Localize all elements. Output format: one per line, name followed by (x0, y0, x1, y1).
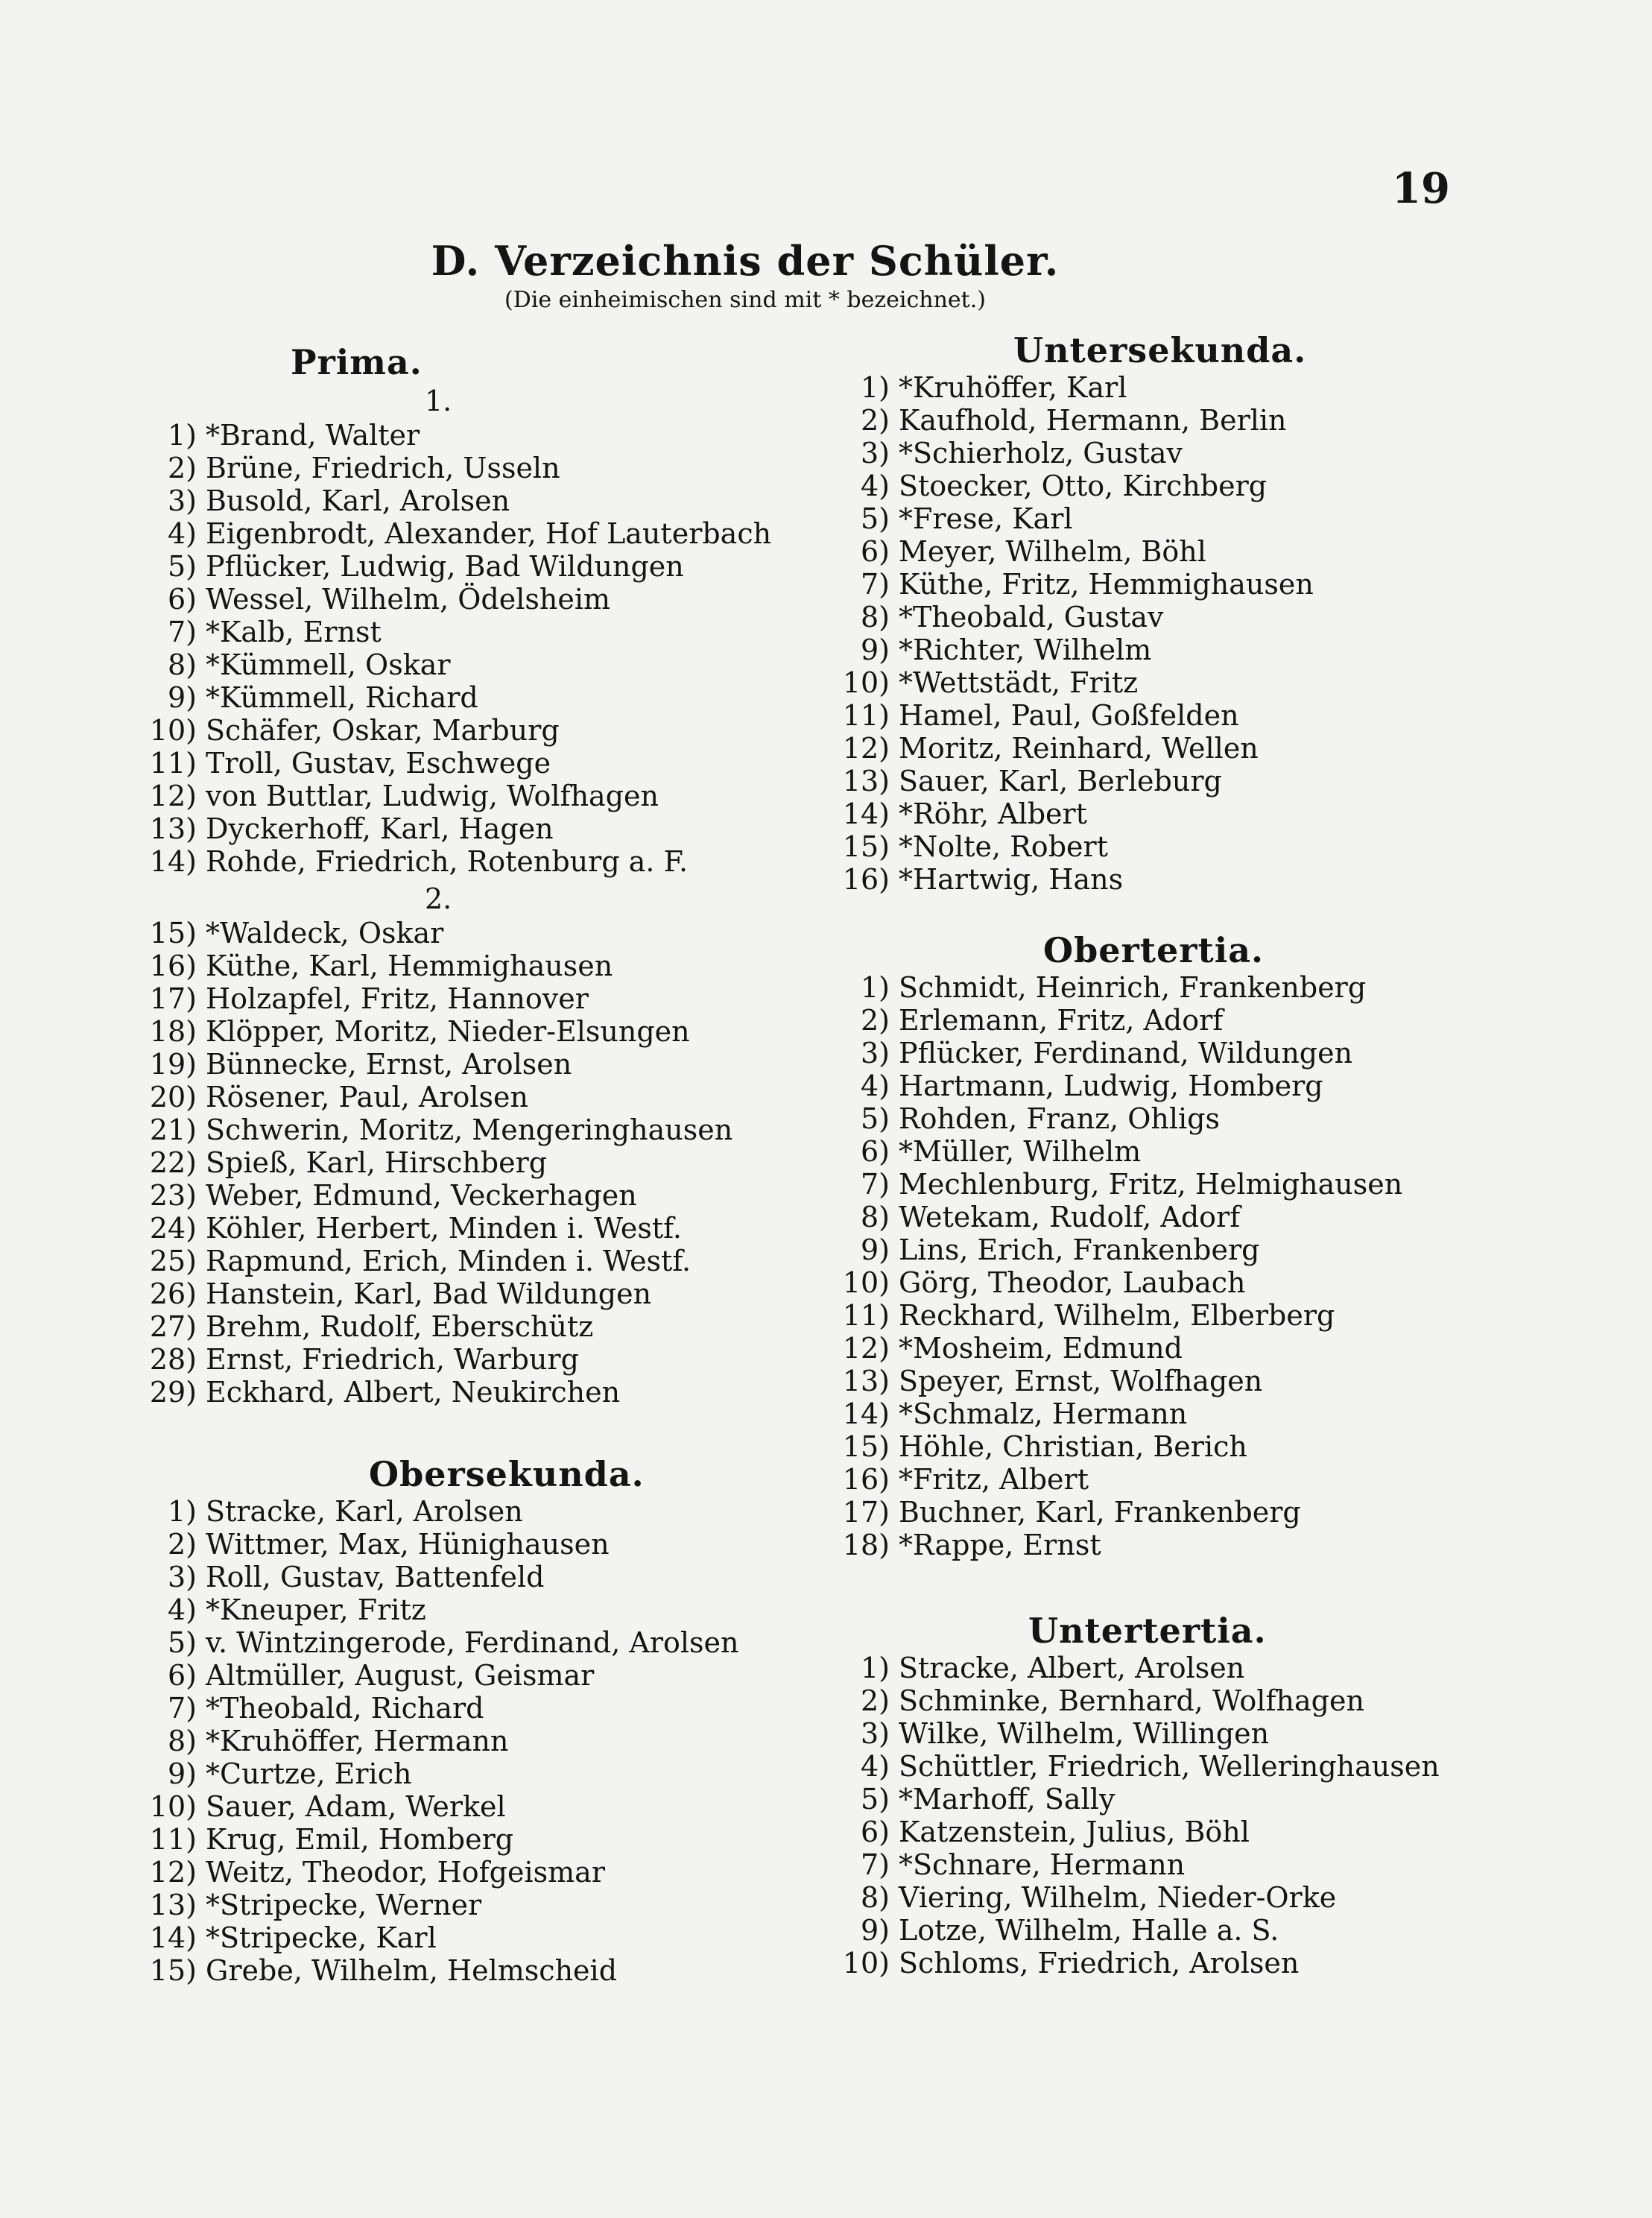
student-name: Schmidt, Heinrich, Frankenberg (899, 971, 1367, 1004)
student-entry (835, 732, 1314, 765)
student-entry (142, 1048, 771, 1081)
entry-number: 17) (842, 1496, 890, 1529)
student-name: Görg, Theodor, Laubach (899, 1266, 1246, 1299)
student-entry (835, 1717, 1440, 1750)
section-heading: Untersekunda. (1013, 330, 1307, 370)
student-name: *Brand, Walter (206, 419, 420, 452)
entry-number: 7) (860, 1848, 890, 1881)
entry-number: 15) (842, 1430, 890, 1463)
entry-number: 4) (167, 1593, 197, 1626)
student-name: Ernst, Friedrich, Warburg (206, 1343, 579, 1376)
student-entry (142, 917, 771, 950)
student-entry (835, 1397, 1402, 1430)
student-name: Brüne, Friedrich, Usseln (206, 452, 560, 484)
section-obersekunda (142, 1453, 739, 1987)
entry-number: 13) (149, 812, 197, 845)
student-name: *Kümmell, Oskar (206, 648, 451, 681)
entry-number: 10) (149, 1790, 197, 1823)
student-name: Moritz, Reinhard, Wellen (899, 732, 1259, 765)
entry-number: 13) (842, 1365, 890, 1397)
student-name: Holzapfel, Fritz, Hannover (206, 982, 589, 1015)
entry-number: 24) (149, 1212, 197, 1245)
student-name: *Schmalz, Hermann (899, 1397, 1188, 1430)
student-entry (142, 747, 771, 780)
student-name: Wittmer, Max, Hünighausen (206, 1528, 610, 1561)
student-entry (142, 419, 771, 452)
entry-number: 2) (860, 1684, 890, 1717)
student-name: Weber, Edmund, Veckerhagen (206, 1179, 637, 1212)
student-entry (835, 666, 1314, 699)
page-note: (Die einheimischen sind mit * bezeichnet.) (504, 287, 986, 313)
entry-number: 15) (149, 917, 197, 950)
student-entry (835, 535, 1314, 568)
entry-number: 29) (149, 1376, 197, 1409)
student-entry (835, 1783, 1440, 1816)
student-entry (835, 502, 1314, 535)
student-name: Lotze, Wilhelm, Halle a. S. (899, 1914, 1279, 1947)
student-name: Schminke, Bernhard, Wolfhagen (899, 1684, 1364, 1717)
entry-number: 9) (167, 681, 197, 714)
student-name: *Schierholz, Gustav (899, 437, 1183, 470)
student-entry (142, 950, 771, 982)
student-entry (142, 1593, 739, 1626)
student-entry (142, 1528, 739, 1561)
student-name: Stoecker, Otto, Kirchberg (899, 470, 1268, 502)
student-name: v. Wintzingerode, Ferdinand, Arolsen (206, 1626, 739, 1659)
section-heading: Obertertia. (1043, 930, 1265, 970)
group-label: 2. (425, 882, 452, 915)
student-entry (142, 1954, 739, 1987)
student-name: Wessel, Wilhelm, Ödelsheim (206, 583, 611, 616)
section-heading: Untertertia. (1028, 1611, 1267, 1651)
entry-number: 14) (149, 845, 197, 878)
student-name: *Waldeck, Oskar (206, 917, 444, 950)
student-entry (835, 1037, 1402, 1069)
student-name: Küthe, Fritz, Hemmighausen (899, 568, 1314, 601)
entry-number: 2) (860, 1004, 890, 1037)
student-name: Eckhard, Albert, Neukirchen (206, 1376, 621, 1409)
entry-number: 3) (860, 1037, 890, 1069)
entry-number: 13) (842, 765, 890, 797)
student-entry (835, 470, 1314, 502)
student-entry (835, 863, 1314, 896)
student-name: Bünnecke, Ernst, Arolsen (206, 1048, 572, 1081)
student-name: Viering, Wilhelm, Nieder-Orke (899, 1881, 1337, 1914)
student-name: *Stripecke, Werner (206, 1889, 482, 1921)
entry-number: 19) (149, 1048, 197, 1081)
entry-number: 5) (860, 1783, 890, 1816)
student-name: Grebe, Wilhelm, Helmscheid (206, 1954, 618, 1987)
student-entry (835, 699, 1314, 732)
section-untersekunda (835, 329, 1314, 896)
entry-number: 28) (149, 1343, 197, 1376)
entry-number: 11) (842, 1299, 890, 1332)
section-prima (142, 341, 771, 1409)
student-name: Dyckerhoff, Karl, Hagen (206, 812, 554, 845)
student-entry (835, 1816, 1440, 1848)
entry-number: 5) (167, 550, 197, 583)
student-name: Busold, Karl, Arolsen (206, 484, 510, 517)
section-untertertia (835, 1610, 1440, 1980)
student-list (835, 971, 1402, 1561)
student-name: Rohde, Friedrich, Rotenburg a. F. (206, 845, 689, 878)
student-name: *Curtze, Erich (206, 1757, 412, 1790)
student-entry (142, 1692, 739, 1725)
student-name: *Wettstädt, Fritz (899, 666, 1139, 699)
entry-number: 12) (149, 1856, 197, 1889)
student-entry (142, 780, 771, 812)
student-entry (142, 812, 771, 845)
student-name: Sauer, Adam, Werkel (206, 1790, 506, 1823)
entry-number: 18) (149, 1015, 197, 1048)
student-name: Schüttler, Friedrich, Welleringhausen (899, 1750, 1440, 1783)
entry-number: 15) (842, 830, 890, 863)
student-name: von Buttlar, Ludwig, Wolfhagen (206, 780, 659, 812)
student-name: *Müller, Wilhelm (899, 1135, 1142, 1168)
student-entry (142, 1113, 771, 1146)
student-entry (142, 452, 771, 484)
student-entry (835, 1299, 1402, 1332)
student-name: *Marhoff, Sally (899, 1783, 1115, 1816)
student-name: Rohden, Franz, Ohligs (899, 1102, 1221, 1135)
entry-number: 2) (860, 404, 890, 437)
entry-number: 16) (842, 1463, 890, 1496)
student-entry (835, 1168, 1402, 1201)
entry-number: 7) (167, 1692, 197, 1725)
student-name: Altmüller, August, Geismar (206, 1659, 595, 1692)
student-entry (835, 1332, 1402, 1365)
student-entry (142, 1310, 771, 1343)
student-entry (835, 437, 1314, 470)
student-name: Spieß, Karl, Hirschberg (206, 1146, 548, 1179)
student-name: Rapmund, Erich, Minden i. Westf. (206, 1245, 692, 1277)
entry-number: 10) (842, 1266, 890, 1299)
student-entry (835, 1684, 1440, 1717)
student-entry (142, 845, 771, 878)
entry-number: 27) (149, 1310, 197, 1343)
student-entry (142, 1659, 739, 1692)
student-entry (142, 982, 771, 1015)
student-entry (142, 583, 771, 616)
student-name: Pflücker, Ferdinand, Wildungen (899, 1037, 1353, 1069)
entry-number: 5) (860, 1102, 890, 1135)
student-name: *Kümmell, Richard (206, 681, 478, 714)
entry-number: 2) (167, 1528, 197, 1561)
entry-number: 22) (149, 1146, 197, 1179)
student-name: Reckhard, Wilhelm, Elberberg (899, 1299, 1335, 1332)
student-entry (835, 1463, 1402, 1496)
entry-number: 1) (860, 1652, 890, 1684)
student-entry (142, 1921, 739, 1954)
entry-number: 9) (860, 1914, 890, 1947)
student-entry (835, 1135, 1402, 1168)
student-entry (142, 1495, 739, 1528)
entry-number: 9) (860, 1233, 890, 1266)
entry-number: 6) (860, 1135, 890, 1168)
entry-number: 1) (860, 971, 890, 1004)
student-name: Krug, Emil, Homberg (206, 1823, 514, 1856)
entry-number: 10) (842, 1947, 890, 1980)
entry-number: 5) (167, 1626, 197, 1659)
student-name: *Kneuper, Fritz (206, 1593, 426, 1626)
entry-number: 3) (167, 1561, 197, 1593)
entry-number: 10) (842, 666, 890, 699)
student-name: Lins, Erich, Frankenberg (899, 1233, 1260, 1266)
entry-number: 11) (149, 1823, 197, 1856)
entry-number: 8) (167, 648, 197, 681)
entry-number: 2) (167, 452, 197, 484)
student-entry (835, 1233, 1402, 1266)
student-entry (142, 616, 771, 648)
student-list (835, 1652, 1440, 1980)
student-entry (835, 971, 1402, 1004)
student-entry (835, 1848, 1440, 1881)
student-name: Roll, Gustav, Battenfeld (206, 1561, 545, 1593)
page-title: D. Verzeichnis der Schüler. (431, 237, 1060, 285)
entry-number: 8) (860, 1881, 890, 1914)
student-name: Eigenbrodt, Alexander, Hof Lauterbach (206, 517, 772, 550)
student-entry (835, 404, 1314, 437)
student-name: Köhler, Herbert, Minden i. Westf. (206, 1212, 682, 1245)
student-entry (142, 1277, 771, 1310)
entry-number: 4) (860, 1069, 890, 1102)
student-entry (142, 1823, 739, 1856)
student-entry (142, 714, 771, 747)
student-name: *Kruhöffer, Hermann (206, 1725, 509, 1757)
section-obertertia (835, 929, 1402, 1561)
student-entry (142, 1179, 771, 1212)
student-entry (142, 648, 771, 681)
student-list (142, 419, 771, 878)
student-entry (835, 1069, 1402, 1102)
student-name: Buchner, Karl, Frankenberg (899, 1496, 1301, 1529)
student-entry (142, 1626, 739, 1659)
entry-number: 12) (842, 732, 890, 765)
student-entry (835, 830, 1314, 863)
entry-number: 18) (842, 1529, 890, 1561)
entry-number: 1) (167, 1495, 197, 1528)
student-name: Rösener, Paul, Arolsen (206, 1081, 528, 1113)
student-entry (142, 1561, 739, 1593)
entry-number: 14) (842, 797, 890, 830)
student-entry (142, 1081, 771, 1113)
student-name: Küthe, Karl, Hemmighausen (206, 950, 613, 982)
student-entry (835, 1750, 1440, 1783)
student-name: Sauer, Karl, Berleburg (899, 765, 1222, 797)
student-name: Hamel, Paul, Goßfelden (899, 699, 1239, 732)
entry-number: 3) (860, 1717, 890, 1750)
student-name: Höhle, Christian, Berich (899, 1430, 1247, 1463)
student-name: Katzenstein, Julius, Böhl (899, 1816, 1250, 1848)
entry-number: 23) (149, 1179, 197, 1212)
entry-number: 9) (167, 1757, 197, 1790)
student-entry (835, 1881, 1440, 1914)
student-entry (835, 1266, 1402, 1299)
student-entry (835, 765, 1314, 797)
student-entry (835, 1914, 1440, 1947)
student-entry (142, 1889, 739, 1921)
student-entry (835, 1652, 1440, 1684)
student-entry (835, 1004, 1402, 1037)
student-name: Wetekam, Rudolf, Adorf (899, 1201, 1241, 1233)
entry-number: 11) (842, 699, 890, 732)
student-name: *Mosheim, Edmund (899, 1332, 1183, 1365)
student-entry (142, 1856, 739, 1889)
student-name: Troll, Gustav, Eschwege (206, 747, 551, 780)
entry-number: 7) (860, 1168, 890, 1201)
entry-number: 21) (149, 1113, 197, 1146)
entry-number: 7) (860, 568, 890, 601)
student-name: Wilke, Wilhelm, Willingen (899, 1717, 1270, 1750)
group-label: 1. (425, 385, 452, 417)
student-entry (142, 1212, 771, 1245)
entry-number: 16) (149, 950, 197, 982)
student-entry (142, 1376, 771, 1409)
student-entry (835, 634, 1314, 666)
student-entry (142, 1725, 739, 1757)
entry-number: 5) (860, 502, 890, 535)
entry-number: 4) (860, 1750, 890, 1783)
student-name: Schäfer, Oskar, Marburg (206, 714, 560, 747)
entry-number: 8) (167, 1725, 197, 1757)
student-name: *Frese, Karl (899, 502, 1073, 535)
section-heading: Prima. (291, 342, 423, 382)
entry-number: 20) (149, 1081, 197, 1113)
student-entry (142, 1343, 771, 1376)
student-name: *Richter, Wilhelm (899, 634, 1152, 666)
student-name: *Kalb, Ernst (206, 616, 382, 648)
student-entry (142, 550, 771, 583)
student-name: Klöpper, Moritz, Nieder-Elsungen (206, 1015, 690, 1048)
student-entry (835, 1496, 1402, 1529)
student-name: Brehm, Rudolf, Eberschütz (206, 1310, 594, 1343)
student-entry (142, 1757, 739, 1790)
entry-number: 4) (860, 470, 890, 502)
student-list (142, 1495, 739, 1987)
student-entry (835, 1529, 1402, 1561)
entry-number: 3) (860, 437, 890, 470)
student-name: Stracke, Albert, Arolsen (899, 1652, 1245, 1684)
entry-number: 6) (167, 583, 197, 616)
entry-number: 6) (167, 1659, 197, 1692)
entry-number: 10) (149, 714, 197, 747)
entry-number: 13) (149, 1889, 197, 1921)
student-name: *Theobald, Gustav (899, 601, 1164, 634)
student-entry (142, 517, 771, 550)
student-name: *Theobald, Richard (206, 1692, 484, 1725)
entry-number: 16) (842, 863, 890, 896)
page-number: 19 (1392, 164, 1450, 213)
student-name: Meyer, Wilhelm, Böhl (899, 535, 1206, 568)
student-list (835, 371, 1314, 896)
entry-number: 4) (167, 517, 197, 550)
student-name: *Kruhöffer, Karl (899, 371, 1127, 404)
section-heading: Obersekunda. (369, 1454, 645, 1494)
entry-number: 12) (149, 780, 197, 812)
student-entry (142, 1245, 771, 1277)
student-name: Weitz, Theodor, Hofgeismar (206, 1856, 605, 1889)
student-name: *Fritz, Albert (899, 1463, 1089, 1496)
student-name: Schwerin, Moritz, Mengeringhausen (206, 1113, 733, 1146)
entry-number: 11) (149, 747, 197, 780)
student-entry (142, 1790, 739, 1823)
student-name: Stracke, Karl, Arolsen (206, 1495, 523, 1528)
entry-number: 14) (842, 1397, 890, 1430)
entry-number: 8) (860, 601, 890, 634)
student-entry (835, 1430, 1402, 1463)
student-name: *Rappe, Ernst (899, 1529, 1101, 1561)
entry-number: 3) (167, 484, 197, 517)
student-name: Schloms, Friedrich, Arolsen (899, 1947, 1300, 1980)
entry-number: 25) (149, 1245, 197, 1277)
entry-number: 1) (860, 371, 890, 404)
entry-number: 6) (860, 535, 890, 568)
entry-number: 12) (842, 1332, 890, 1365)
student-entry (835, 371, 1314, 404)
student-entry (835, 601, 1314, 634)
entry-number: 6) (860, 1816, 890, 1848)
entry-number: 17) (149, 982, 197, 1015)
entry-number: 26) (149, 1277, 197, 1310)
student-name: *Nolte, Robert (899, 830, 1108, 863)
entry-number: 7) (167, 616, 197, 648)
student-entry (835, 1201, 1402, 1233)
student-name: Hartmann, Ludwig, Homberg (899, 1069, 1323, 1102)
student-entry (835, 1102, 1402, 1135)
entry-number: 14) (149, 1921, 197, 1954)
student-entry (835, 797, 1314, 830)
student-name: Hanstein, Karl, Bad Wildungen (206, 1277, 652, 1310)
student-entry (142, 1015, 771, 1048)
entry-number: 8) (860, 1201, 890, 1233)
student-name: *Röhr, Albert (899, 797, 1087, 830)
student-entry (142, 484, 771, 517)
student-entry (142, 681, 771, 714)
entry-number: 15) (149, 1954, 197, 1987)
student-entry (835, 1947, 1440, 1980)
entry-number: 1) (167, 419, 197, 452)
student-entry (835, 568, 1314, 601)
student-name: Kaufhold, Hermann, Berlin (899, 404, 1287, 437)
student-name: Mechlenburg, Fritz, Helmighausen (899, 1168, 1403, 1201)
student-name: *Hartwig, Hans (899, 863, 1124, 896)
student-entry (835, 1365, 1402, 1397)
student-name: *Stripecke, Karl (206, 1921, 437, 1954)
student-list (142, 917, 771, 1409)
student-name: *Schnare, Hermann (899, 1848, 1186, 1881)
entry-number: 9) (860, 634, 890, 666)
student-name: Pflücker, Ludwig, Bad Wildungen (206, 550, 684, 583)
student-name: Speyer, Ernst, Wolfhagen (899, 1365, 1263, 1397)
student-name: Erlemann, Fritz, Adorf (899, 1004, 1224, 1037)
student-entry (142, 1146, 771, 1179)
